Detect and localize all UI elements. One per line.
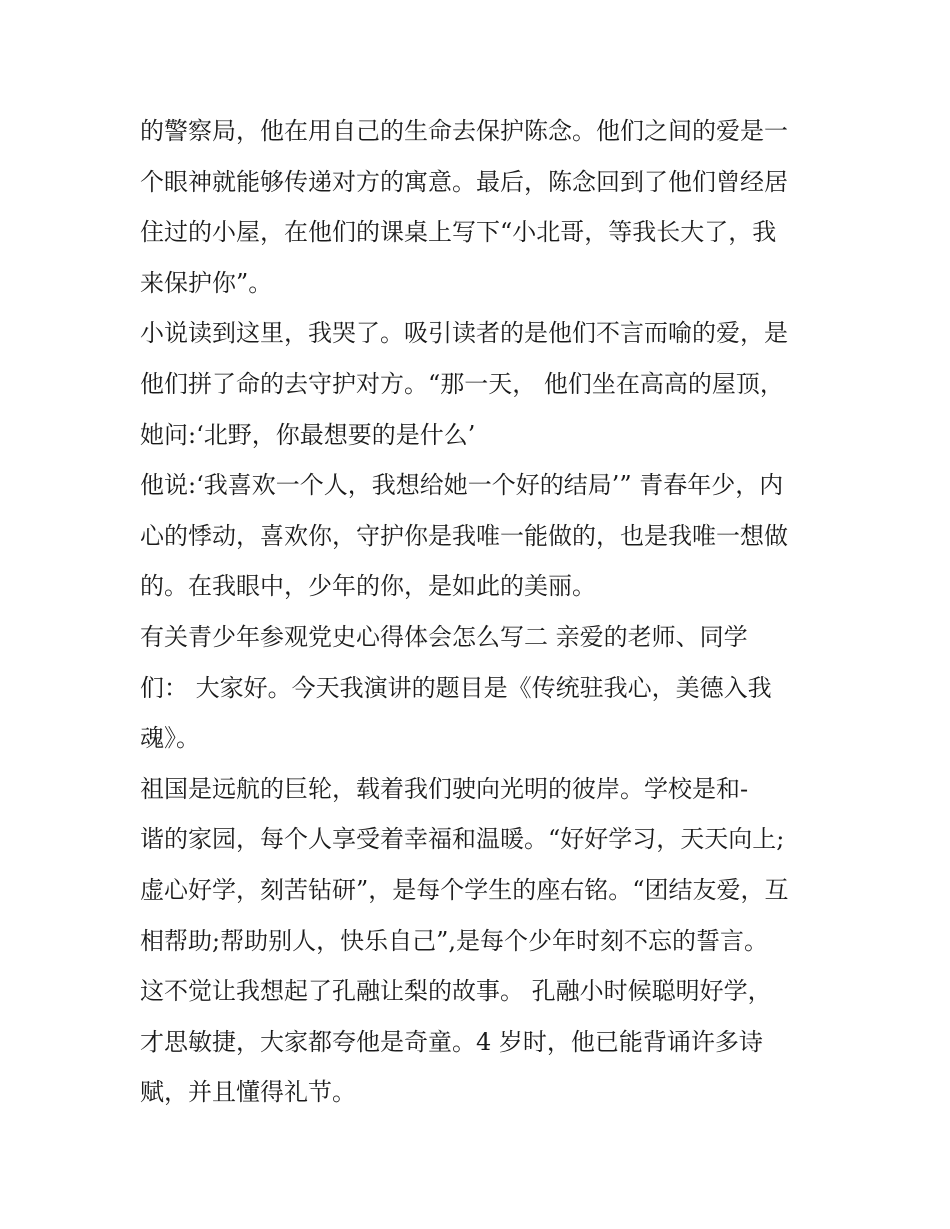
text-line: 赋，并且懂得礼节。 — [140, 1078, 356, 1107]
text-line: 祖国是远航的巨轮，载着我们驶向光明的彼岸。学校是和- — [140, 774, 749, 803]
document-body — [140, 106, 830, 1118]
text-line: 小说读到这里，我哭了。吸引读者的是他们不言而喻的爱，是 — [140, 319, 788, 348]
text-line: 住过的小屋，在他们的课桌上写下“小北哥，等我长大了，我 — [140, 218, 777, 247]
text-line: 这不觉让我想起了孔融让梨的故事。 孔融小时候聪明好学， — [140, 977, 772, 1006]
text-line: 才思敏捷，大家都夸他是奇童。4 岁时，他已能背诵许多诗 — [140, 1027, 763, 1056]
text-line: 心的悸动，喜欢你，守护你是我唯一能做的，也是我唯一想做 — [140, 521, 788, 550]
text-line: 的警察局，他在用自己的生命去保护陈念。他们之间的爱是一 — [140, 117, 788, 145]
text-line: 他们拼了命的去守护对方。“那一天， 他们坐在高高的屋顶， — [140, 369, 784, 398]
text-line: 的。在我眼中，少年的你，是如此的美丽。 — [140, 572, 596, 601]
text-line: 个眼神就能够传递对方的寓意。最后，陈念回到了他们曾经居 — [140, 167, 788, 196]
text-line: 虚心好学，刻苦钻研”，是每个学生的座右铭。“团结友爱，互 — [140, 875, 789, 904]
text-line: 魂》。 — [140, 724, 200, 753]
text-line: 谐的家园，每个人享受着幸福和温暖。“好好学习，天天向上; — [140, 825, 785, 854]
text-line: 来保护你”。 — [140, 268, 273, 297]
text-line: 们： 大家好。今天我演讲的题目是《传统驻我心，美德入我 — [140, 673, 772, 702]
text-line: 她问:‘北野，你最想要的是什么’ — [140, 420, 476, 449]
text-line: 他说:‘我喜欢一个人，我想给她一个好的结局’” 青春年少，内 — [140, 471, 784, 500]
text-line: 相帮助;帮助别人，快乐自己”,是每个少年时刻不忘的誓言。 — [140, 926, 768, 955]
section-heading-line: 有关青少年参观党史心得体会怎么写二 亲爱的老师、同学 — [140, 622, 748, 651]
